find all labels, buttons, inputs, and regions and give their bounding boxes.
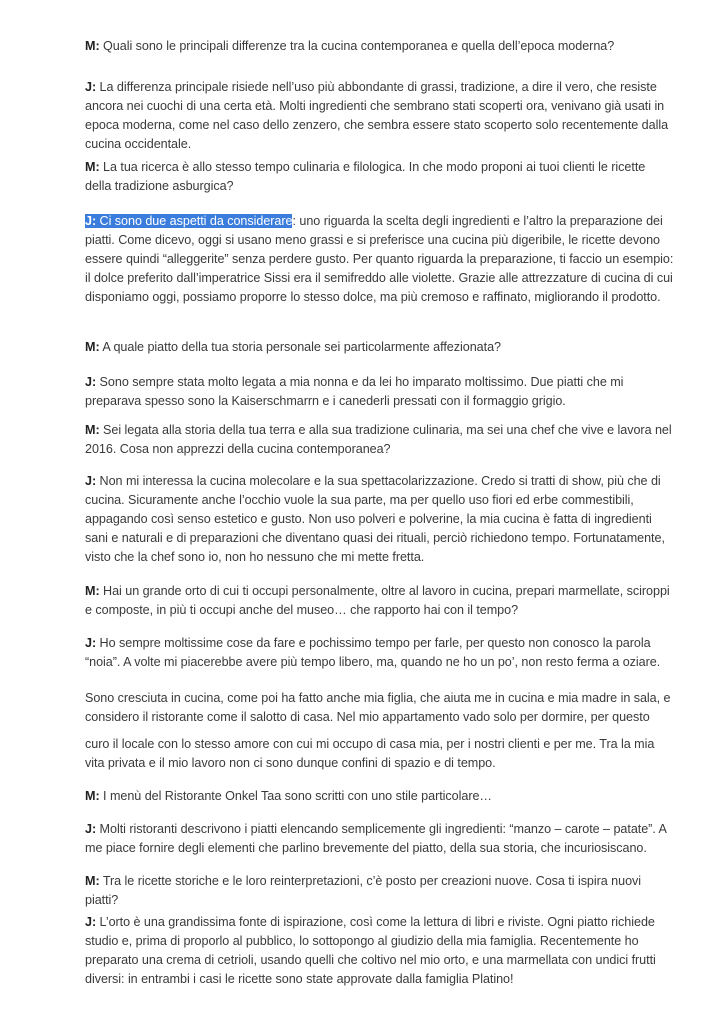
answer-text: : uno riguarda la scelta degli ingredienti e l’altro la preparazione dei piatti. Come dicevo, oggi si usano meno grassi e si preferisce una cucina più digeribile, le ricette devono essere quindi “alleggerite” senza perdere gusto. Per quanto riguarda la preparazione, ti faccio un esempio: il dolce preferito dall’imperatrice Sissi era il semifreddo alle violette. Grazie alle attrezzature di cucina di cui disponiamo oggi, possiamo proporre lo stesso dolce, ma più cremoso e raffinato, migliorando il prodotto. [85,214,674,304]
question-text: I menù del Ristorante Onkel Taa sono scritti con uno stile particolare… [99,789,492,803]
question-text: Sei legata alla storia della tua terra e alla sua tradizione culinaria, ma sei una chef che vive e lavora nel 2016. Cosa non apprezzi della cucina contemporanea? [85,423,672,456]
answer-5-continued [85,689,675,727]
speaker-label: J: [85,474,97,488]
answer-text: curo il locale con lo stesso amore con cui mi occupo di casa mia, per i nostri clienti e per me. Tra la mia vita privata e il mio lavoro non ci sono dunque confini di spazio e di tempo. [85,737,655,770]
question-5 [85,582,675,620]
speaker-label: J: [85,80,97,94]
question-text: Tra le ricette storiche e le loro reinterpretazioni, c’è posto per creazioni nuove. Cosa ti ispira nuovi piatti? [85,874,642,907]
answer-5-continued-2 [85,735,675,773]
answer-text: Non mi interessa la cucina molecolare e la sua spettacolarizzazione. Credo si tratti di show, più che di cucina. Sicuramente anche l’occhio vuole la sua parte, ma per quello uso fiori ed erbe commestibili, appagando così senso estetico e gusto. Non uso polveri e polverine, la mia cucina è fatta di ingredienti sani e naturali e di preparazioni che diventano quasi dei rituali, perciò richiedono tempo. Fortunatamente, visto che la chef sono io, non ho nessuno che mi mette fretta. [85,474,665,564]
answer-6 [85,820,675,858]
speaker-label: J: [85,822,97,836]
speaker-label: M: [85,789,100,803]
question-2 [85,158,675,196]
question-text: Hai un grande orto di cui ti occupi personalmente, oltre al lavoro in cucina, prepari marmellate, sciroppi e composte, in più ti occupi anche del museo… che rapporto hai con il tempo? [85,584,670,617]
answer-text: L’orto è una grandissima fonte di ispirazione, così come la lettura di libri e riviste. Ogni piatto richiede studio e, prima di proporlo al pubblico, lo sottopongo al giudizio della mia famiglia. Recentemente ho preparato una crema di cetrioli, usando quelli che coltivo nel mio orto, e una marmellata con undici frutti diversi: in entrambi i casi le ricette sono state approvate dalla famiglia Platino! [85,915,656,986]
speaker-label: M: [85,39,100,53]
speaker-label: J: [85,375,97,389]
question-6 [85,787,675,806]
speaker-label: M: [85,584,100,598]
answer-2 [85,212,675,307]
text-selection-highlight[interactable] [85,214,292,228]
answer-7 [85,913,675,989]
answer-4 [85,472,675,567]
speaker-label: M: [85,423,100,437]
speaker-label: M: [85,160,100,174]
answer-text: Sono sempre stata molto legata a mia nonna e da lei ho imparato moltissimo. Due piatti che mi preparava spesso sono la Kaiserschmarrn e i canederli pressati con il formaggio grigio. [85,375,624,408]
answer-text: Molti ristoranti descrivono i piatti elencando semplicemente gli ingredienti: “manzo – carote – patate”. A me piace fornire degli elementi che parlino brevemente del piatto, della sua storia, che incuriosiscano. [85,822,667,855]
speaker-label: J: [85,915,97,929]
answer-5 [85,634,675,672]
question-4 [85,421,675,459]
speaker-label: J: [85,636,97,650]
question-3 [85,338,675,357]
speaker-label: M: [85,340,100,354]
question-7 [85,872,675,910]
answer-text: La differenza principale risiede nell’uso più abbondante di grassi, tradizione, a dire il vero, che resiste ancora nei cuochi di una certa età. Molti ingredienti che sembrano stati scoperti ora, venivano già usati in epoca moderna, come nel caso dello zenzero, che sembra essere stato scoperto solo recentemente dalla cucina occidentale. [85,80,669,151]
speaker-label: J: [85,214,97,228]
speaker-label: M: [85,874,100,888]
answer-text: Sono cresciuta in cucina, come poi ha fatto anche mia figlia, che aiuta me in cucina e mia madre in sala, e considero il ristorante come il salotto di casa. Nel mio appartamento vado solo per dormire, per questo [85,691,671,724]
answer-text: Ho sempre moltissime cose da fare e pochissimo tempo per farle, per questo non conosco la parola “noia”. A volte mi piacerebbe avere più tempo libero, ma, quando ne ho un po’, non resto ferma a oziare. [85,636,661,669]
highlighted-text: Ci sono due aspetti da considerare [96,214,293,228]
answer-3 [85,373,675,411]
question-text: La tua ricerca è allo stesso tempo culinaria e filologica. In che modo proponi ai tuoi clienti le ricette della tradizione asburgica? [85,160,646,193]
question-text: A quale piatto della tua storia personale sei particolarmente affezionata? [99,340,501,354]
answer-1 [85,78,675,154]
question-1 [85,37,675,56]
question-text: Quali sono le principali differenze tra la cucina contemporanea e quella dell’epoca moderna? [99,39,615,53]
